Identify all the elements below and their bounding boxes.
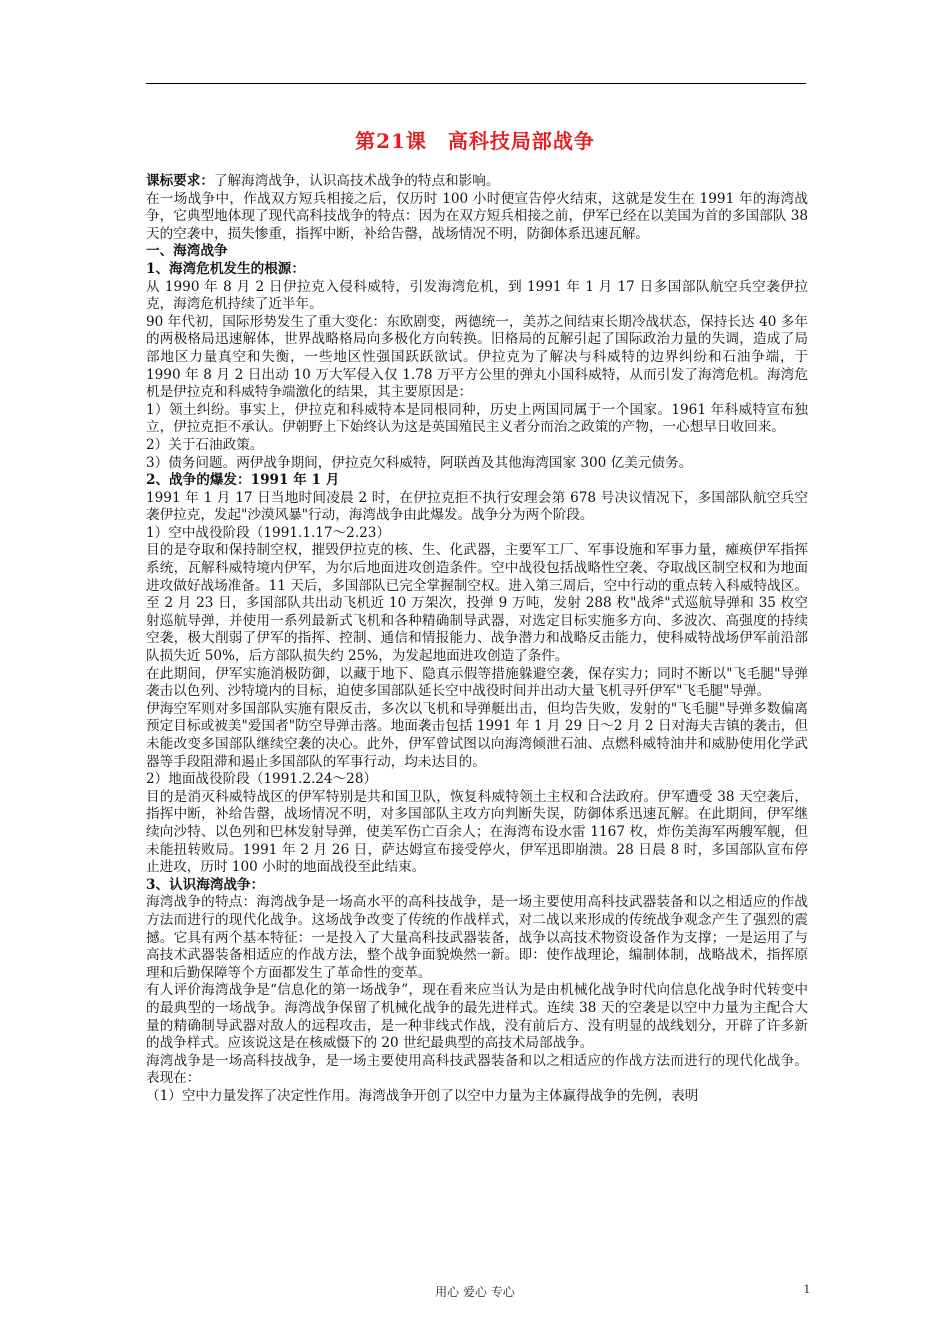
paragraph: 1991 年 1 月 17 日当地时间凌晨 2 时，在伊拉克拒不执行安理会第 678 号决议情况下，多国部队航空兵空袭伊拉克，发起"沙漠风暴"行动，海湾战争由此爆发。战争分为两个阶段。 <box>146 489 808 524</box>
document-body <box>146 173 808 1105</box>
requirement-line <box>146 173 808 191</box>
paragraph: （1）空中力量发挥了决定性作用。海湾战争开创了以空中力量为主体赢得战争的先例，表明 <box>146 1087 699 1104</box>
paragraph: 2）地面战役阶段（1991.2.24～28） <box>146 771 378 788</box>
requirement-text: 了解海湾战争，认识高技术战争的特点和影响。 <box>213 173 500 189</box>
paragraph: 在此期间，伊军实施消极防御，以藏于地下、隐真示假等措施躲避空袭，保存实力；同时不断以"飞毛腿"导弹袭击以色列、沙特境内的目标，迫使多国部队延长空中战役时间并出动大量飞机寻歼伊军"飞毛腿"导弹。 <box>146 665 808 700</box>
paragraph: 目的是消灭科威特战区的伊军特别是共和国卫队，恢复科威特领土主权和合法政府。伊军遭受 38 天空袭后，指挥中断，补给告罄，战场情况不明，对多国部队主攻方向判断失误，防御体系迅速瓦解。在此期间，伊军继续向沙特、以色列和巴林发射导弹，使美军伤亡百余人；在海湾布设水雷 1167 枚，炸伤美海军两艘军舰，但未能扭转败局。1991 年 2 月 26 日，萨达姆宣布接受停火，伊军迅即崩溃。28 日晨 8 时，多国部队宣布停止进攻，历时 100 小时的地面战役至此结束。 <box>146 788 808 876</box>
paragraph: 2）关于石油政策。 <box>146 436 264 453</box>
header-rule <box>146 83 806 84</box>
section-heading: 一、海湾战争 <box>146 243 228 260</box>
page-number: 1 <box>803 1281 810 1296</box>
paragraph: 海湾战争的特点：海湾战争是一场高水平的高科技战争，是一场主要使用高科技武器装备和以之相适应的作战方法而进行的现代化战争。这场战争改变了传统的作战样式，对二战以来形成的传统战争观念产生了强烈的震撼。它具有两个基本特征：一是投入了大量高科技武器装备，战争以高技术物资设备作为支撑；一是运用了与高技术武器装备相适应的作战方法，整个战争面貌焕然一新。即：使作战理论，编制体制，战略战术，指挥原理和后勤保障等个方面都发生了革命性的变革。 <box>146 894 808 981</box>
paragraph: 1）领土纠纷。事实上，伊拉克和科威特本是同根同种，历史上两国同属于一个国家。1961 年科威特宣布独立，伊拉克拒不承认。伊朝野上下始终认为这是英国殖民主义者分而治之政策的产物，一心想早日收回来。 <box>146 401 808 436</box>
paragraph: 从 1990 年 8 月 2 日伊拉克入侵科威特，引发海湾危机，到 1991 年 1 月 17 日多国部队航空兵空袭伊拉克，海湾危机持续了近半年。 <box>146 278 808 313</box>
subsection-heading: 3、认识海湾战争： <box>146 876 265 893</box>
subsection-heading: 2、战争的爆发：1991 年 1 月 <box>146 472 340 489</box>
paragraph: 3）债务问题。两伊战争期间，伊拉克欠科威特，阿联酋及其他海湾国家 300 亿美元债务。 <box>146 454 693 471</box>
paragraph: 有人评价海湾战争是“信息化的第一场战争”，现在看来应当认为是由机械化战争时代向信息化战争时代转变中的最典型的一场战争。海湾战争保留了机械化战争的最先进样式。连续 38 天的空袭是以空中力量为主配合大量的精确制导武器对敌人的远程攻击，是一种非线式作战，没有前后方、没有明显的战线划分，开辟了许多新的战争样式。应该说这是在核威慑下的 20 世纪最典型的高技术局部战争。 <box>146 982 808 1052</box>
paragraph: 伊海空军则对多国部队实施有限反击，多次以飞机和导弹艇出击，但均告失败，发射的"飞毛腿"导弹多数偏离预定目标或被美"爱国者"防空导弹击落。地面袭击包括 1991 年 1 月 29 日～2 月 2 日对海夫吉镇的袭击，但未能改变多国部队继续空袭的决心。此外，伊军曾试图以向海湾倾泄石油、点燃科威特油井和威胁使用化学武器等手段阻滞和遏止多国部队的军事行动，均未达目的。 <box>146 700 808 770</box>
subsection-heading: 1、海湾危机发生的根源： <box>146 260 305 277</box>
paragraph: 1）空中战役阶段（1991.1.17～2.23） <box>146 524 391 541</box>
paragraph: 海湾战争是一场高科技战争，是一场主要使用高科技武器装备和以之相适应的作战方法而进行的现代化战争。表现在： <box>146 1052 808 1087</box>
paragraph: 90 年代初，国际形势发生了重大变化：东欧剧变，两德统一，美苏之间结束长期冷战状态，保持长达 40 多年的两极格局迅速解体，世界战略格局向多极化方向转换。旧格局的瓦解引起了国际政治力量的失调，造成了局部地区力量真空和失衡，一些地区性强国跃跃欲试。伊拉克为了解决与科威特的边界纠纷和石油争端，于 1990 年 8 月 2 日出动 10 万大军侵入仅 1.78 万平方公里的弹丸小国科威特，从而引发了海湾危机。海湾危机是伊拉克和科威特争端激化的结果，其主要原因是： <box>146 313 808 401</box>
paragraph: 在一场战争中，作战双方短兵相接之后，仅历时 100 小时便宣告停火结束，这就是发生在 1991 年的海湾战争，它典型地体现了现代高科技战争的特点：因为在双方短兵相接之前，伊军已经在以美国为首的多国部队 38 天的空袭中，损失惨重，指挥中断，补给告罄，战场情况不明，防御体系迅速瓦解。 <box>146 190 808 242</box>
paragraph: 目的是夺取和保持制空权，摧毁伊拉克的核、生、化武器，主要军工厂、军事设施和军事力量，瘫痪伊军指挥系统，瓦解科威特境内伊军，为尔后地面进攻创造条件。空中战役包括战略性空袭、夺取战区制空权和为地面进攻做好战场准备。11 天后，多国部队已完全掌握制空权。进入第三周后，空中行动的重点转入科威特战区。至 2 月 23 日，多国部队共出动飞机近 10 万架次，投弹 9 万吨，发射 288 枚"战斧"式巡航导弹和 35 枚空射巡航导弹，并使用一系列最新式飞机和各种精确制导武器，对选定目标实施多方向、多波次、高强度的持续空袭，极大削弱了伊军的指挥、控制、通信和情报能力、战争潜力和战略反击能力，使科威特战场伊军前沿部队损失近 50%，后方部队损失约 25%，为发起地面进攻创造了条件。 <box>146 542 808 665</box>
page-footer: 用心 爱心 专心 <box>435 1285 515 1299</box>
requirement-label: 课标要求： <box>146 173 214 189</box>
page-title: 第21课 高科技局部战争 <box>355 129 595 153</box>
